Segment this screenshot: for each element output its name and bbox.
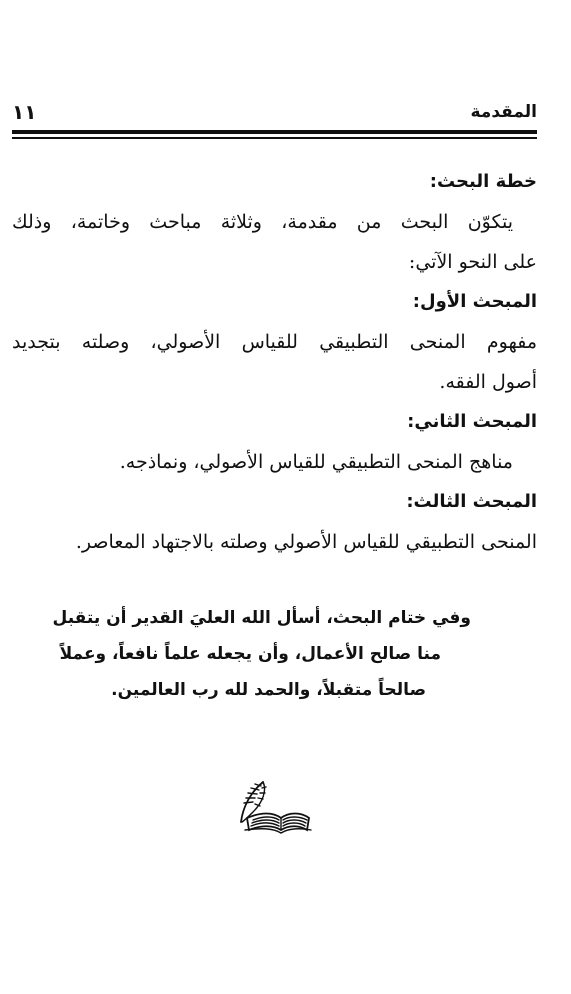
chapter-1-line-2: أصول الفقه. <box>439 371 537 393</box>
section-heading: خطة البحث: <box>429 171 537 192</box>
chapter-3-line-1: المنحى التطبيقي للقياس الأصولي وصلته بالاجتهاد المعاصر. <box>75 531 537 553</box>
chapter-2-line-1: مناهج المنحى التطبيقي للقياس الأصولي، ونماذجه. <box>119 451 513 473</box>
page-header <box>12 98 537 126</box>
body-text <box>12 162 537 562</box>
closing-line-1: وفي ختام البحث، أسأل الله العليَ القدير أن يتقبل <box>52 608 471 628</box>
running-title: المقدمة <box>470 102 537 122</box>
closing-line-3: صالحاً متقبلاً، والحمد لله رب العالمين. <box>111 680 426 700</box>
closing-paragraph <box>52 600 471 708</box>
header-rule-thick <box>12 130 537 134</box>
chapter-1-heading: المبحث الأول: <box>412 291 537 312</box>
intro-line-1: يتكوّن البحث من مقدمة، وثلاثة مباحث وخاتمة، وذلك <box>12 211 513 233</box>
quill-and-book-icon <box>233 778 313 834</box>
chapter-1-line-1: مفهوم المنحى التطبيقي للقياس الأصولي، وصلته بتجديد <box>12 331 537 353</box>
intro-line-2: على النحو الآتي: <box>408 251 537 273</box>
closing-line-2: منا صالح الأعمال، وأن يجعله علماً نافعاً، وعملاً <box>59 644 441 664</box>
chapter-2-heading: المبحث الثاني: <box>407 411 537 432</box>
header-rule-thin <box>12 137 537 139</box>
chapter-3-heading: المبحث الثالث: <box>406 491 537 512</box>
page-number: ١١ <box>12 100 37 124</box>
